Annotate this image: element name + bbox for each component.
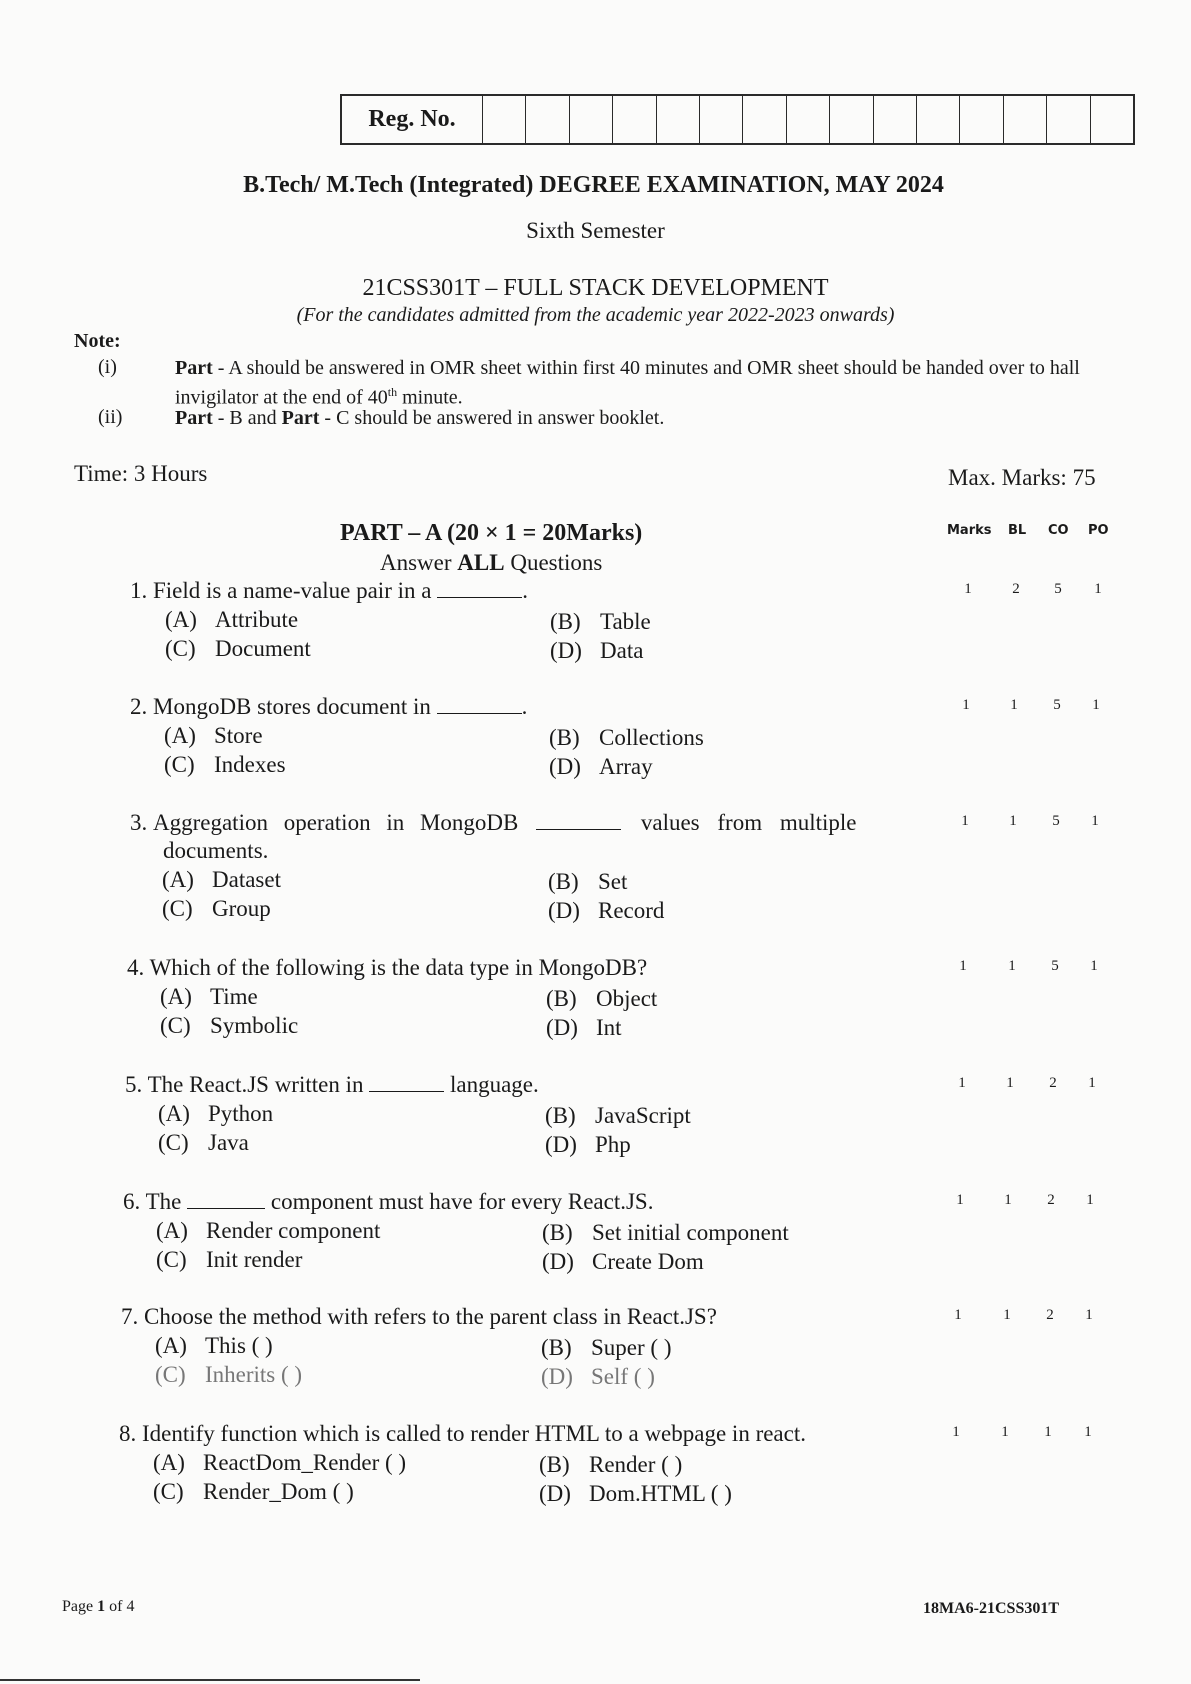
answer-blank bbox=[536, 811, 621, 830]
note-text: minute. bbox=[397, 386, 463, 409]
option-label: (B) bbox=[542, 1220, 573, 1245]
answer-blank bbox=[437, 579, 522, 598]
question-text: Choose the method with refers to the parent class in React.JS? bbox=[144, 1304, 717, 1329]
option-text: Store bbox=[214, 723, 263, 748]
question-text: MongoDB stores document in bbox=[153, 694, 437, 719]
col-header-co: CO bbox=[1048, 523, 1069, 538]
option-label: (C) bbox=[160, 1013, 191, 1038]
option-label: (A) bbox=[153, 1450, 185, 1475]
question-text: . bbox=[522, 578, 528, 603]
question-3 bbox=[130, 810, 930, 836]
option-c bbox=[160, 1013, 298, 1039]
option-text: Record bbox=[598, 898, 665, 923]
question-text: The bbox=[145, 1189, 188, 1214]
question-1 bbox=[130, 578, 528, 604]
option-text: Inherits ( ) bbox=[205, 1362, 303, 1387]
option-d bbox=[549, 754, 653, 780]
question-2 bbox=[130, 694, 527, 720]
note-item-1 bbox=[175, 356, 1115, 410]
option-c bbox=[158, 1130, 249, 1156]
course-title: 21CSS301T – FULL STACK DEVELOPMENT bbox=[362, 275, 829, 301]
option-label: (C) bbox=[158, 1130, 189, 1155]
option-c bbox=[165, 636, 311, 662]
reg-cell bbox=[526, 96, 569, 143]
option-a bbox=[164, 723, 263, 749]
option-label: (A) bbox=[156, 1218, 188, 1243]
note-item-2 bbox=[175, 406, 1115, 430]
question-number: 4. bbox=[127, 955, 145, 980]
co: 5 bbox=[1054, 581, 1062, 597]
option-label: (C) bbox=[164, 752, 195, 777]
po: 1 bbox=[1094, 581, 1102, 597]
option-text: Set bbox=[598, 869, 628, 894]
reg-cell bbox=[570, 96, 613, 143]
divider bbox=[0, 1679, 420, 1681]
part-a-instruction bbox=[380, 550, 602, 576]
marks: 1 bbox=[956, 1192, 964, 1208]
reg-cell bbox=[483, 96, 526, 143]
option-label: (C) bbox=[162, 896, 193, 921]
po: 1 bbox=[1090, 958, 1098, 974]
note-sup: th bbox=[387, 385, 398, 399]
po: 1 bbox=[1086, 1192, 1094, 1208]
option-label: (B) bbox=[549, 725, 580, 750]
question-number: 3. bbox=[130, 810, 148, 835]
option-label: (D) bbox=[546, 1015, 578, 1040]
option-label: (A) bbox=[158, 1101, 190, 1126]
reg-cell bbox=[700, 96, 743, 143]
bl: 1 bbox=[1009, 813, 1017, 829]
option-text: Document bbox=[215, 636, 311, 661]
option-label: (B) bbox=[548, 869, 579, 894]
semester: Sixth Semester bbox=[526, 218, 665, 243]
option-text: Render component bbox=[206, 1218, 381, 1243]
option-c bbox=[156, 1247, 302, 1273]
option-label: (D) bbox=[542, 1249, 574, 1274]
option-label: (A) bbox=[155, 1333, 187, 1358]
option-text: Dataset bbox=[212, 867, 281, 892]
col-header-marks: Marks bbox=[947, 523, 992, 538]
bl: 2 bbox=[1012, 581, 1020, 597]
marks: 1 bbox=[959, 958, 967, 974]
part-a-heading: PART – A (20 × 1 = 20Marks) bbox=[340, 520, 643, 546]
reg-no-label: Reg. No. bbox=[342, 96, 483, 143]
option-label: (C) bbox=[155, 1362, 186, 1387]
option-text: Int bbox=[596, 1015, 622, 1040]
option-text: Create Dom bbox=[592, 1249, 704, 1274]
option-d bbox=[546, 1015, 622, 1041]
option-label: (B) bbox=[541, 1335, 572, 1360]
option-text: Render_Dom ( ) bbox=[203, 1479, 354, 1504]
instruction-text: Questions bbox=[504, 550, 603, 575]
option-d bbox=[548, 898, 664, 924]
reg-cell bbox=[1004, 96, 1047, 143]
option-label: (C) bbox=[165, 636, 196, 661]
question-7 bbox=[121, 1304, 717, 1330]
note-text: - C should be answered in answer booklet. bbox=[319, 407, 665, 429]
option-text: Indexes bbox=[214, 752, 286, 777]
option-text: This ( ) bbox=[205, 1333, 273, 1358]
reg-cell bbox=[874, 96, 917, 143]
po: 1 bbox=[1085, 1307, 1093, 1323]
po: 1 bbox=[1084, 1424, 1092, 1440]
reg-cell bbox=[787, 96, 830, 143]
option-c bbox=[164, 752, 286, 778]
option-text: Self ( ) bbox=[591, 1364, 655, 1389]
marks: 1 bbox=[962, 697, 970, 713]
option-label: (C) bbox=[153, 1479, 184, 1504]
option-text: Php bbox=[595, 1132, 631, 1157]
option-text: Object bbox=[596, 986, 658, 1011]
option-label: (D) bbox=[550, 638, 582, 663]
reg-cell bbox=[613, 96, 656, 143]
note-num: (i) bbox=[98, 356, 117, 378]
option-text: Dom.HTML ( ) bbox=[589, 1481, 732, 1506]
option-d bbox=[550, 638, 643, 664]
option-d bbox=[539, 1481, 732, 1507]
bl: 1 bbox=[1003, 1307, 1011, 1323]
option-text: Collections bbox=[599, 725, 704, 750]
question-4 bbox=[127, 955, 647, 981]
reg-cell bbox=[917, 96, 960, 143]
option-text: Time bbox=[210, 984, 258, 1009]
option-text: Data bbox=[600, 638, 644, 663]
co: 5 bbox=[1053, 697, 1061, 713]
question-text: Which of the following is the data type in MongoDB? bbox=[149, 955, 648, 980]
option-c bbox=[162, 896, 271, 922]
answer-blank bbox=[437, 695, 522, 714]
question-text: values from multiple bbox=[640, 810, 857, 835]
question-text: Identify function which is called to render HTML to a webpage in react. bbox=[142, 1421, 806, 1446]
reg-cell bbox=[1047, 96, 1090, 143]
option-d bbox=[541, 1364, 655, 1390]
option-a bbox=[165, 607, 298, 633]
note-text: - B and bbox=[212, 407, 282, 429]
option-a bbox=[156, 1218, 380, 1244]
page-suffix: of 4 bbox=[105, 1598, 135, 1615]
question-number: 8. bbox=[119, 1421, 137, 1446]
option-b bbox=[541, 1335, 671, 1361]
note-text: - A should be answered in OMR sheet within first 40 minutes and OMR sheet should be handed over to hall invigilator at the end of 40 bbox=[175, 357, 1080, 409]
po: 1 bbox=[1088, 1075, 1096, 1091]
option-d bbox=[545, 1132, 631, 1158]
part-label: Part bbox=[175, 407, 213, 429]
instruction-bold: ALL bbox=[457, 550, 505, 575]
option-text: Python bbox=[208, 1101, 274, 1126]
option-text: Attribute bbox=[215, 607, 299, 632]
option-label: (B) bbox=[545, 1103, 576, 1128]
option-d bbox=[542, 1249, 704, 1275]
option-text: Symbolic bbox=[210, 1013, 299, 1038]
bl: 1 bbox=[1006, 1075, 1014, 1091]
marks: 1 bbox=[952, 1424, 960, 1440]
option-text: ReactDom_Render ( ) bbox=[203, 1450, 407, 1475]
reg-cell bbox=[1091, 96, 1133, 143]
option-b bbox=[545, 1103, 691, 1129]
part-label: Part bbox=[281, 407, 320, 429]
option-text: Render ( ) bbox=[589, 1452, 683, 1477]
option-label: (B) bbox=[546, 986, 577, 1011]
note-num: (ii) bbox=[98, 406, 123, 428]
max-marks: Max. Marks: 75 bbox=[948, 465, 1096, 490]
marks: 1 bbox=[958, 1075, 966, 1091]
option-text: Set initial component bbox=[592, 1220, 789, 1245]
po: 1 bbox=[1091, 813, 1099, 829]
option-b bbox=[539, 1452, 682, 1478]
question-text: The React.JS written in bbox=[147, 1072, 370, 1097]
page-prefix: Page bbox=[62, 1598, 98, 1615]
question-3-line2: documents. bbox=[163, 838, 269, 863]
option-text: Table bbox=[600, 609, 651, 634]
marks: 1 bbox=[954, 1307, 962, 1323]
option-label: (A) bbox=[165, 607, 197, 632]
option-text: Array bbox=[599, 754, 653, 779]
co: 5 bbox=[1052, 813, 1060, 829]
option-c bbox=[155, 1362, 302, 1388]
option-label: (B) bbox=[539, 1452, 570, 1477]
exam-title: B.Tech/ M.Tech (Integrated) DEGREE EXAMINATION, MAY 2024 bbox=[243, 172, 944, 198]
instruction-text: Answer bbox=[380, 550, 458, 575]
reg-cell bbox=[830, 96, 873, 143]
option-text: Super ( ) bbox=[591, 1335, 672, 1360]
option-text: Group bbox=[212, 896, 271, 921]
option-label: (D) bbox=[545, 1132, 577, 1157]
option-c bbox=[153, 1479, 354, 1505]
page-number bbox=[62, 1598, 134, 1616]
co: 5 bbox=[1051, 958, 1059, 974]
answer-blank bbox=[187, 1190, 265, 1209]
marks: 1 bbox=[964, 581, 972, 597]
option-label: (A) bbox=[160, 984, 192, 1009]
part-label: Part bbox=[175, 357, 213, 379]
question-text: Aggregation operation in MongoDB bbox=[153, 810, 519, 835]
option-a bbox=[153, 1450, 406, 1476]
question-text: Field is a name-value pair in a bbox=[153, 578, 438, 603]
option-label: (D) bbox=[548, 898, 580, 923]
option-text: JavaScript bbox=[595, 1103, 691, 1128]
bl: 1 bbox=[1010, 697, 1018, 713]
reg-cell bbox=[657, 96, 700, 143]
marks: 1 bbox=[961, 813, 969, 829]
co: 1 bbox=[1044, 1424, 1052, 1440]
option-b bbox=[550, 609, 651, 635]
option-b bbox=[542, 1220, 789, 1246]
option-label: (C) bbox=[156, 1247, 187, 1272]
option-a bbox=[155, 1333, 273, 1359]
co: 2 bbox=[1047, 1192, 1055, 1208]
question-number: 5. bbox=[125, 1072, 143, 1097]
bl: 1 bbox=[1001, 1424, 1009, 1440]
option-label: (B) bbox=[550, 609, 581, 634]
page-current: 1 bbox=[97, 1598, 106, 1615]
bl: 1 bbox=[1008, 958, 1016, 974]
option-label: (D) bbox=[539, 1481, 571, 1506]
question-5 bbox=[125, 1072, 539, 1098]
question-text: component must have for every React.JS. bbox=[265, 1189, 654, 1214]
question-6 bbox=[123, 1189, 653, 1215]
answer-blank bbox=[369, 1073, 444, 1092]
paper-code: 18MA6-21CSS301T bbox=[923, 1600, 1060, 1617]
bl: 1 bbox=[1004, 1192, 1012, 1208]
time-duration: Time: 3 Hours bbox=[74, 461, 208, 486]
question-text: language. bbox=[444, 1072, 539, 1097]
col-header-po: PO bbox=[1088, 523, 1109, 538]
question-8 bbox=[119, 1421, 806, 1447]
option-a bbox=[158, 1101, 273, 1127]
option-label: (A) bbox=[164, 723, 196, 748]
option-b bbox=[546, 986, 657, 1012]
po: 1 bbox=[1092, 697, 1100, 713]
option-a bbox=[160, 984, 258, 1010]
option-b bbox=[549, 725, 704, 751]
reg-cell bbox=[960, 96, 1003, 143]
option-label: (D) bbox=[541, 1364, 573, 1389]
note-heading: Note: bbox=[74, 330, 121, 352]
option-a bbox=[162, 867, 281, 893]
option-label: (D) bbox=[549, 754, 581, 779]
admitted-note: (For the candidates admitted from the academic year 2022-2023 onwards) bbox=[296, 304, 895, 326]
option-text: Java bbox=[208, 1130, 249, 1155]
reg-cell bbox=[743, 96, 786, 143]
question-number: 1. bbox=[130, 578, 148, 603]
option-b bbox=[548, 869, 627, 895]
col-header-bl: BL bbox=[1008, 523, 1027, 538]
question-number: 2. bbox=[130, 694, 148, 719]
co: 2 bbox=[1049, 1075, 1057, 1091]
co: 2 bbox=[1046, 1307, 1054, 1323]
reg-no-box bbox=[340, 94, 1135, 145]
question-number: 7. bbox=[121, 1304, 139, 1329]
option-text: Init render bbox=[206, 1247, 303, 1272]
option-label: (A) bbox=[162, 867, 194, 892]
question-number: 6. bbox=[123, 1189, 141, 1214]
question-text: . bbox=[521, 694, 528, 719]
